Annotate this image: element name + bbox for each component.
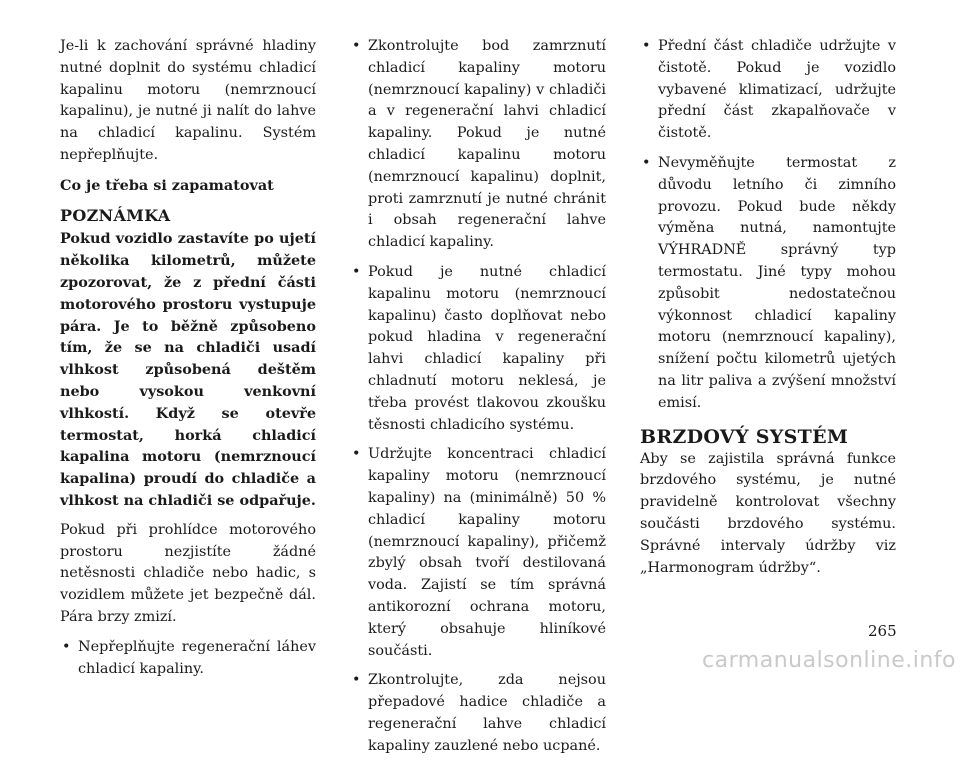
bullet-list-middle (350, 36, 606, 758)
paragraph-steam: Pokud při prohlídce motorového prostoru nezjistíte žádné netěsnosti chladiče nebo hadic, s vozidlem můžete jet bezpečně dál. Pára brzy zmizí. (60, 521, 316, 625)
paragraph-brakes: Aby se zajistila správná funkce brzdového systému, je nutné pravidelně kontrolovat všechny součásti brzdového systému. Správné intervaly údržby viz „Harmonogram údržby“. (640, 450, 896, 576)
list-item: • Pokud je nutné chladicí kapalinu motoru (nemrznoucí kapalinu) často doplňovat nebo pokud hladina v regenerační lahvi chladicí kapaliny při chladnutí motoru neklesá, je třeba provést tlakovou zkoušku těsnosti chladicího systému. (350, 262, 606, 436)
bullet-list-right (640, 36, 896, 415)
watermark: carmanualsonline.info (702, 648, 956, 673)
column-middle (350, 36, 606, 766)
column-left (60, 36, 316, 688)
list-item: • Nepřeplňujte regenerační láhev chladicí kapaliny. (60, 637, 316, 681)
note-text: Pokud vozidlo zastavíte po ujetí několika kilometrů, můžete zpozorovat, že z přední části motorového prostoru vystupuje pára. Je to běžně způsobeno tím, že se na chladiči usadí vlhkost způsobená deštěm nebo vysokou venkovní vlhkostí. Když se otevře termostat, horká chladicí kapalina motoru (nemrznoucí kapalina) proudí do chladiče a vlhkost na chladiči se odpařuje. (60, 230, 316, 509)
list-item: • Přední část chladiče udržujte v čistotě. Pokud je vozidlo vybavené klimatizací, udržujte přední část zkapalňovače v čistotě. (640, 36, 896, 145)
list-item: • Udržujte koncentraci chladicí kapaliny motoru (nemrznoucí kapaliny) na (minimálně) 50 % chladicí kapaliny motoru (nemrznoucí kapaliny), přičemž zbylý obsah tvoří destilovaná voda. Zajistí se tím správná antikorozní ochrana motoru, který obsahuje hliníkové součásti. (350, 444, 606, 662)
page-number: 265 (868, 622, 897, 640)
column-right (640, 36, 896, 587)
list-item: • Zkontrolujte bod zamrznutí chladicí kapaliny motoru (nemrznoucí kapaliny) v chladiči a v regenerační lahvi chladicí kapaliny. Pokud je nutné chladicí kapalinu motoru (nemrznoucí kapalinu) doplnit, proti zamrznutí je nutné chránit i obsah regenerační lahve chladicí kapaliny. (350, 36, 606, 254)
note-title: POZNÁMKA (60, 205, 171, 225)
list-item: • Nevyměňujte termostat z důvodu letního či zimního provozu. Pokud bude někdy výměna nutná, namontujte VÝHRADNĚ správný typ termostatu. Jiné typy mohou způsobit nedostatečnou výkonnost chladicí kapaliny motoru (nemrznoucí kapaliny), snížení počtu kilometrů ujetých na litr paliva a zvýšení množství emisí. (640, 153, 896, 415)
bullet-list-left (60, 637, 316, 681)
section-title-brakes: BRZDOVÝ SYSTÉM (640, 425, 849, 448)
remember-heading: Co je třeba si zapamatovat (60, 176, 274, 194)
paragraph-coolant-refill: Je-li k zachování správné hladiny nutné doplnit do systému chladicí kapalinu motoru (nemrznoucí kapalinu), je nutné ji nalít do lahve na chladicí kapalinu. Systém nepřeplňujte. (60, 38, 316, 163)
list-item: • Zkontrolujte, zda nejsou přepadové hadice chladiče a regenerační lahve chladicí kapaliny zauzlené nebo ucpané. (350, 670, 606, 757)
